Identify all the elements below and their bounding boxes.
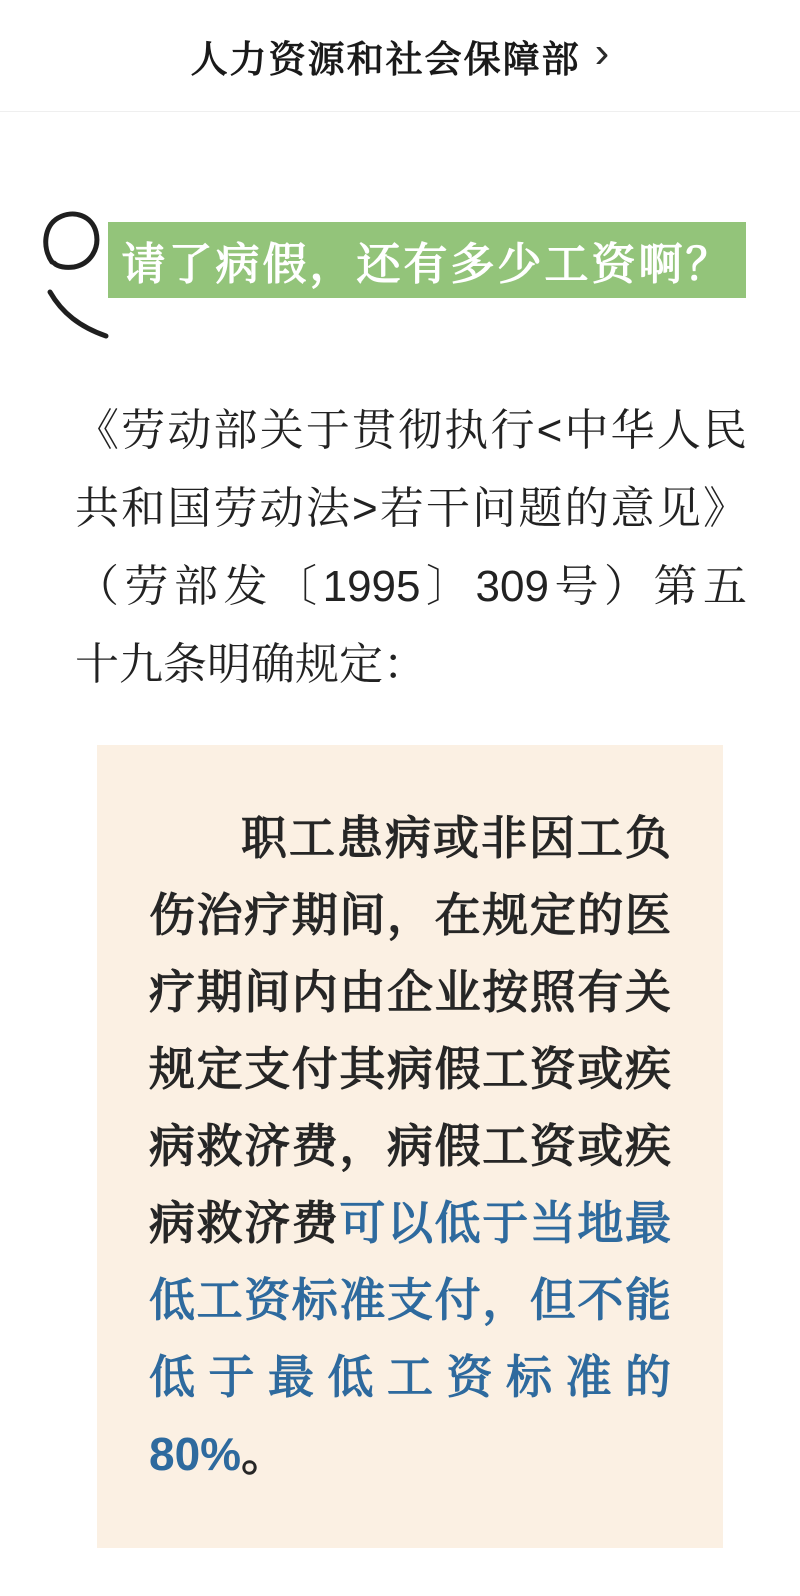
quote-line [149,954,671,1031]
quote-text-segment: 伤治疗期间，在规定的医 [149,889,671,941]
quote-text-segment: 病救济费 [149,1197,340,1249]
source-header [0,0,800,112]
quote-highlight-segment: 可以低于当地最 [339,1197,672,1249]
quote-line [149,877,671,954]
quote-line [149,1339,671,1416]
intro-line: 十九条明确规定： [75,640,427,689]
intro-line: 《劳动部关于贯彻执行<中华人民 [75,406,747,455]
intro-line: 共和国劳动法>若干问题的意见》 [75,484,747,533]
quote-line [149,1262,671,1339]
source-name: 人力资源和社会保障部 [190,38,581,80]
quote-text-segment: 。 [241,1428,288,1480]
quote-line [149,1185,671,1262]
quote-line [149,800,671,877]
quote-line [149,1416,671,1493]
quote-text-segment: 疗期间内由企业按照有关 [149,966,671,1018]
quote-line [149,1108,671,1185]
source-link[interactable] [191,29,610,83]
banner-title: 请了病假，还有多少工资啊？ [121,240,733,289]
chevron-right-icon: › [594,27,610,77]
quote-line [149,1031,671,1108]
quote-highlight-segment: 低工资标准支付，但不能 [149,1274,671,1326]
quote-box [97,745,723,1548]
intro-paragraph [75,392,747,704]
intro-line: （劳部发〔1995〕309号）第五 [75,562,747,611]
quote-highlight-segment: 低于最低工资标准的 [149,1351,671,1403]
title-banner [108,222,746,298]
quote-text-segment: 病救济费，病假工资或疾 [149,1120,671,1172]
quote-highlight-segment: 80% [149,1428,242,1480]
quote-text-segment: 规定支付其病假工资或疾 [149,1043,671,1095]
quote-text-segment: 职工患病或非因工负 [241,812,671,864]
